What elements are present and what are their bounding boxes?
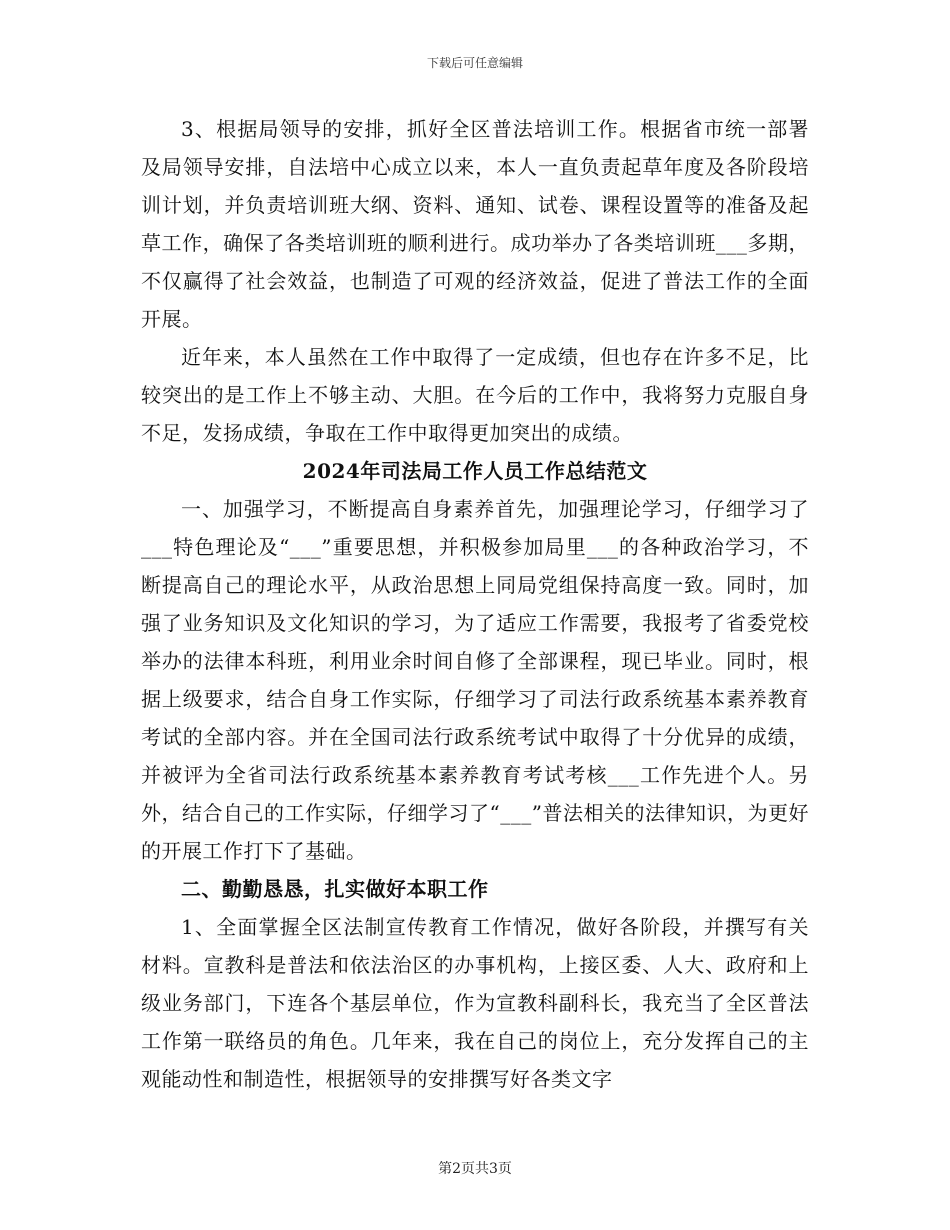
running-header: 下载后可任意编辑 bbox=[426, 56, 523, 70]
paragraph-training-work: 3、根据局领导的安排，抓好全区普法培训工作。根据省市统一部署及局领导安排，自法培中心成立以来，本人一直负责起草年度及各阶段培训计划，并负责培训班大纲、资料、通知、试卷、课程设置等的准备及起草工作，确保了各类培训班的顺利进行。成功举办了各类培训班___多期，不仅赢得了社会效益，也制造了可观的经济效益，促进了普法工作的全面开展。 bbox=[141, 117, 809, 331]
page-number: 第2页共3页 bbox=[438, 1161, 512, 1177]
paragraph-strengthen-study: 一、加强学习，不断提高自身素养首先，加强理论学习，仔细学习了___特色理论及“___”重要思想，并积极参加局里___的各种政治学习，不断提高自己的理论水平，从政治思想上同局党组保持高度一致。同时，加强了业务知识及文化知识的学习，为了适应工作需要，我报考了省委党校举办的法律本科班，利用业余时间自修了全部课程，现已毕业。同时，根据上级要求，结合自身工作实际，仔细学习了司法行政系统基本素养教育考试的全部内容。并在全国司法行政系统考试中取得了十分优异的成绩，并被评为全省司法行政系统基本素养教育考试考核___工作先进个人。另外，结合自己的工作实际，仔细学习了“___”普法相关的法律知识，为更好的开展工作打下了基础。 bbox=[141, 497, 809, 863]
paragraph-self-assessment: 近年来，本人虽然在工作中取得了一定成绩，但也存在许多不足，比较突出的是工作上不够主动、大胆。在今后的工作中，我将努力克服自身不足，发扬成绩，争取在工作中取得更加突出的成绩。 bbox=[141, 345, 809, 445]
document-title: 2024年司法局工作人员工作总结范文 bbox=[302, 459, 648, 483]
document-body bbox=[141, 110, 809, 1098]
section-heading-diligent-work: 二、勤勤恳恳，扎实做好本职工作 bbox=[181, 877, 489, 901]
paragraph-legal-publicity: 1、全面掌握全区法制宣传教育工作情况，做好各阶段，并撰写有关材料。宣教科是普法和依法治区的办事机构，上接区委、人大、政府和上级业务部门，下连各个基层单位，作为宣教科副科长，我充当了全区普法工作第一联络员的角色。几年来，我在自己的岗位上，充分发挥自己的主观能动性和制造性，根据领导的安排撰写好各类文字 bbox=[141, 915, 809, 1091]
